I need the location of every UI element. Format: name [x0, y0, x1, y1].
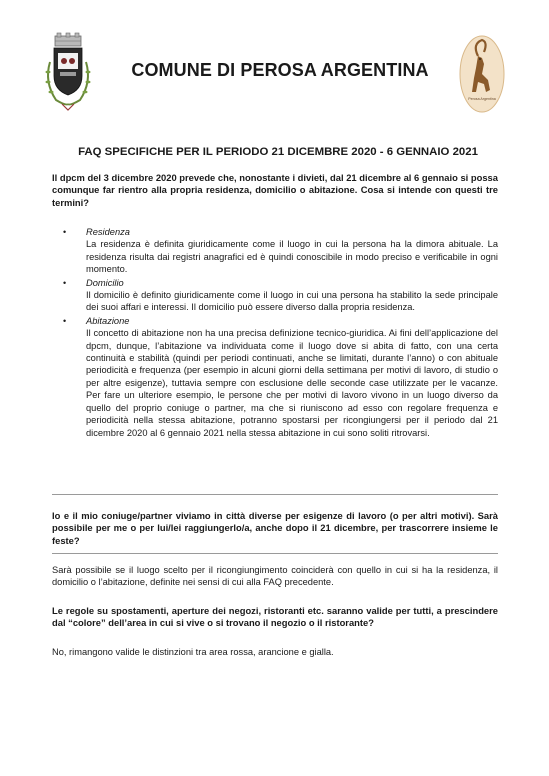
goat-logo-icon: [458, 34, 506, 114]
page-header: [0, 28, 549, 118]
document-subtitle: FAQ SPECIFICHE PER IL PERIODO 21 DICEMBRE 2020 - 6 GENNAIO 2021: [78, 146, 478, 158]
list-item-residenza: [52, 226, 498, 276]
section-divider: [52, 494, 498, 495]
term-label: Domicilio: [86, 277, 124, 288]
term-description: Il domicilio è definito giuridicamente come il luogo in cui una persona ha stabilito la sede principale dei suoi affari e interessi. Il domicilio può essere diverso dalla propria residenza.: [86, 290, 498, 313]
term-description: Il concetto di abitazione non ha una precisa definizione tecnico-giuridica. Ai fini dell’applicazione del dpcm, dunque, l’abitazione va individuata come il luogo dove si abita di fatto, con una certa continuità e stabilità (quindi per periodi continuati, anche se limitati, durante l’anno) o con abituale periodicità e frequenza (per esempio in alcuni giorni della settimana per motivi di lavoro, di studio o per altre esigenze), tuttavia sempre con esclusione delle seconde case utilizzate per le vacanze. Per fare un ulteriore esempio, le persone che per motivi di lavoro vivono in un luogo diverso da quello del proprio coniuge o partner, ma che si riuniscono ad esso con regolare frequenza e periodicità nella stessa abitazione, potranno spostarsi per ricongiungersi per il periodo dal 21 dicembre 2020 al 6 gennaio 2021 nella stessa abitazione in cui sono soliti ritrovarsi.: [86, 328, 498, 438]
faq-answer-2: Sarà possibile se il luogo scelto per il ricongiungimento coinciderà con quello in cui si ha la residenza, il domicilio o l’abitazione, definite nei sensi di cui alla FAQ precedente.: [52, 565, 498, 588]
faq-question-2: Io e il mio coniuge/partner viviamo in città diverse per esigenze di lavoro (o per altri motivi). Sarà possibile per me o per lui/lei raggiungerlo/a, anche dopo il 21 dicembre, per trascorrere insieme le feste?: [52, 510, 498, 546]
definitions-list: [52, 226, 498, 440]
municipal-crest-icon: [40, 32, 96, 114]
logo-text: Perosa Argentina: [468, 97, 496, 101]
list-item-domicilio: [52, 277, 498, 314]
section-divider: [52, 553, 498, 554]
term-label: Abitazione: [86, 315, 130, 326]
page-title: COMUNE DI PEROSA ARGENTINA: [131, 60, 429, 80]
bullet-icon: •: [63, 277, 67, 288]
bullet-icon: •: [63, 315, 67, 326]
term-description: La residenza è definita giuridicamente come il luogo in cui la persona ha la dimora abituale. La residenza risulta dai registri anagrafici ed è quindi conoscibile in modo preciso e verificabile in ogni momento.: [86, 239, 498, 275]
term-label: Residenza: [86, 227, 130, 237]
faq-question-3: Le regole su spostamenti, aperture dei negozi, ristoranti etc. saranno valide per tutti, a prescindere dal “colore” dell’area in cui si vive o si trovano il negozio o il ristorante?: [52, 605, 498, 629]
bullet-icon: •: [63, 227, 67, 237]
faq-answer-3: No, rimangono valide le distinzioni tra area rossa, arancione e gialla.: [52, 647, 334, 657]
list-item-abitazione: [52, 315, 498, 439]
faq-question-1: Il dpcm del 3 dicembre 2020 prevede che, nonostante i divieti, dal 21 dicembre al 6 gennaio si possa comunque far rientro alla propria residenza, domicilio o abitazione. Cosa si intende con questi tre termini?: [52, 172, 498, 208]
